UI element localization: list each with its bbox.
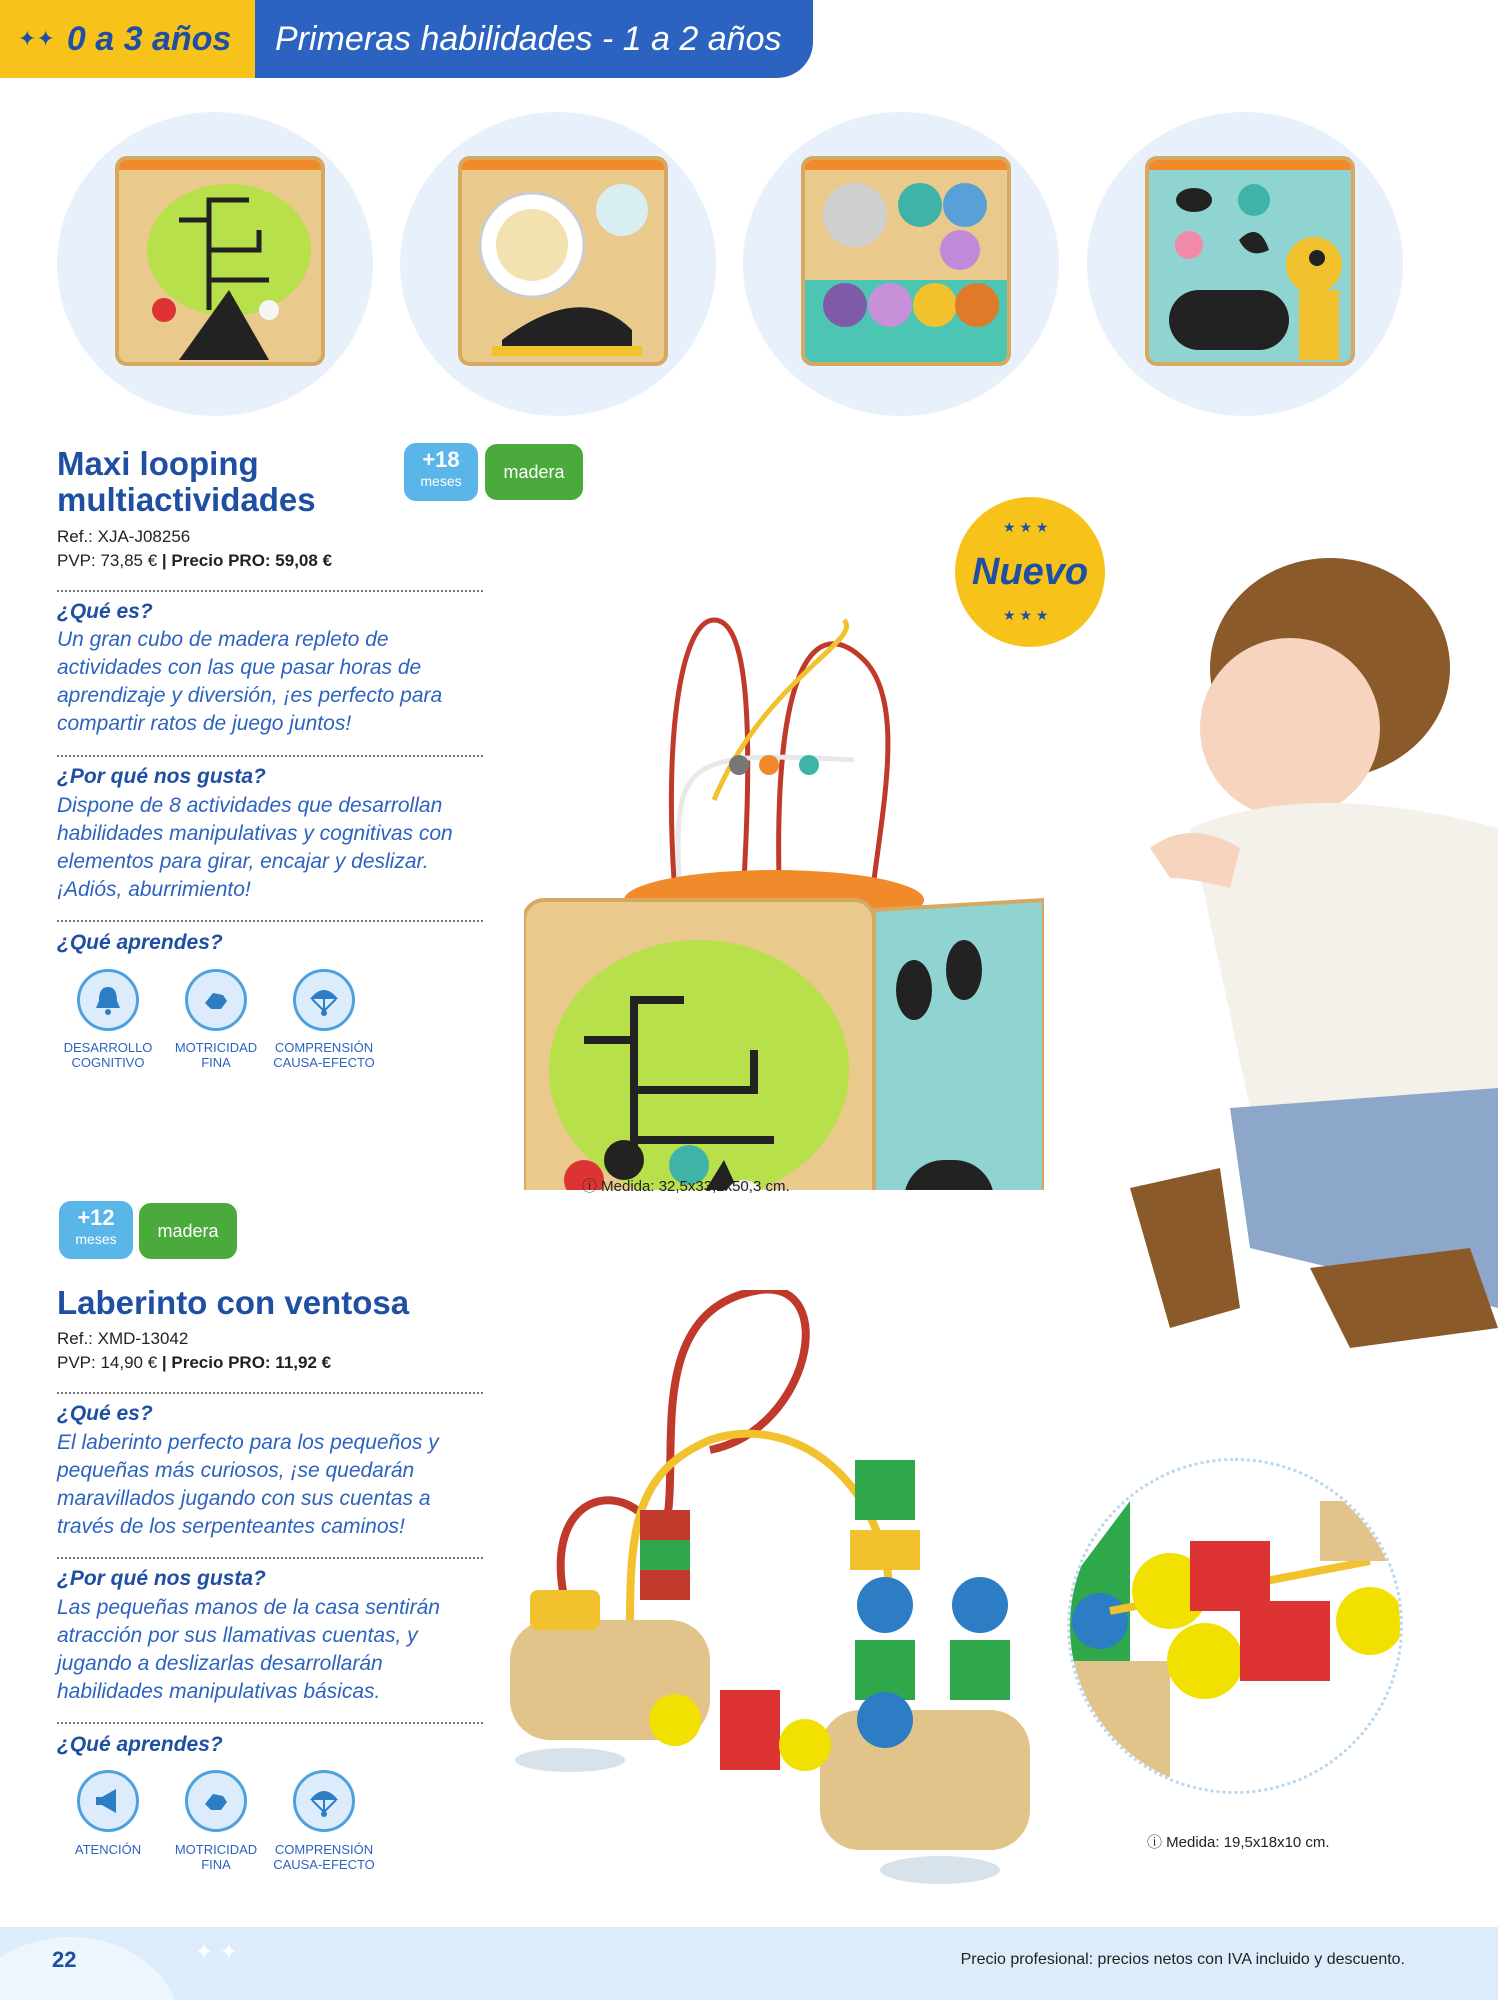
- thumbnail-duck-side: [1087, 112, 1403, 416]
- bead-maze-detail-image: [1067, 1458, 1403, 1794]
- product1-title-line2: multiactividades: [57, 481, 316, 518]
- product1-age-badge: [404, 443, 478, 501]
- product1-measure: ⓘ Medida: 32,5x33,2x50,3 cm.: [582, 1178, 790, 1195]
- child-photo: [1130, 548, 1498, 1348]
- new-badge: ★ ★ ★ Nuevo ★ ★ ★: [955, 497, 1105, 647]
- product1-what-body: Un gran cubo de madera repleto de actividades con las que pasar horas de aprendizaje y diversión, ¡es perfecto para compartir ratos de juego juntos!: [57, 628, 443, 735]
- learn-label: COMPRENSIÓN CAUSA-EFECTO: [273, 1040, 375, 1070]
- product1-why-body: Dispone de 8 actividades que desarrollan habilidades manipulativas y cognitivas con elementos para girar, encajar y deslizar. ¡Adiós, aburrimiento!: [57, 794, 453, 901]
- product1-ref: Ref.: XJA-J08256: [57, 527, 191, 546]
- stars-icon: ✦✦: [18, 26, 55, 51]
- hand-icon: [185, 969, 247, 1031]
- product1-pvp: PVP: 73,85 €: [57, 551, 162, 570]
- info-icon: ⓘ: [582, 1178, 602, 1195]
- parachute-icon: [293, 1770, 355, 1832]
- learn-label: ATENCIÓN: [74, 1842, 142, 1857]
- product1-what-title: ¿Qué es?: [57, 600, 153, 623]
- product2-ref: Ref.: XMD-13042: [57, 1329, 189, 1348]
- product2-why-title: ¿Por qué nos gusta?: [57, 1567, 266, 1590]
- product1-title: [57, 446, 316, 518]
- cube-image: [115, 156, 325, 366]
- cube-image: [1145, 156, 1355, 366]
- hand-icon: [185, 1770, 247, 1832]
- product2-why-body: Las pequeñas manos de la casa sentirán atracción por sus llamativas cuentas, y jugando a deslizarlas desarrollarán habilidades manipulativas básicas.: [57, 1596, 440, 1703]
- globe-decoration: [0, 1937, 180, 2000]
- product1-price: [57, 551, 332, 571]
- divider: [57, 1392, 483, 1394]
- learn-label: MOTRICIDAD FINA: [174, 1842, 258, 1872]
- product1-learn-title: ¿Qué aprendes?: [57, 931, 223, 954]
- cube-image: [801, 156, 1011, 366]
- age-badge-number: +12: [77, 1205, 115, 1230]
- age-badge-number: +18: [422, 447, 460, 472]
- product1-pro-price: | Precio PRO: 59,08 €: [161, 551, 333, 570]
- product2-learn-title: ¿Qué aprendes?: [57, 1733, 223, 1756]
- page-number: 22: [52, 1947, 77, 1972]
- product2-age-badge: [59, 1201, 133, 1259]
- divider: [57, 1557, 483, 1559]
- age-tab: [0, 0, 255, 78]
- bell-icon: [77, 969, 139, 1031]
- learn-label: DESARROLLO COGNITIVO: [63, 1040, 153, 1070]
- thumbnail-gears-side: [743, 112, 1059, 416]
- divider: [57, 590, 483, 592]
- maxi-looping-cube-image: [524, 430, 1044, 1190]
- product2-pvp: PVP: 14,90 €: [57, 1353, 162, 1372]
- thumbnail-tree-side: [57, 112, 373, 416]
- product2-title: Laberinto con ventosa: [57, 1284, 410, 1321]
- stars-icon: ✦ ✦: [195, 1939, 238, 1964]
- product2-material-badge: madera: [139, 1203, 237, 1259]
- parachute-icon: [293, 969, 355, 1031]
- page-footer: [0, 1927, 1498, 2000]
- divider: [57, 755, 483, 757]
- product2-measure: ⓘ Medida: 19,5x18x10 cm.: [1147, 1834, 1330, 1851]
- section-tab: [255, 0, 813, 78]
- product2-pro-price: | Precio PRO: 11,92 €: [161, 1353, 332, 1372]
- thumbnail-window-side: [400, 112, 716, 416]
- divider: [57, 1722, 483, 1724]
- cube-image: [458, 156, 668, 366]
- product1-why-title: ¿Por qué nos gusta?: [57, 765, 266, 788]
- age-badge-unit: meses: [75, 1231, 117, 1247]
- new-badge-label: Nuevo: [971, 550, 1089, 593]
- divider: [57, 920, 483, 922]
- learn-label: MOTRICIDAD FINA: [174, 1040, 258, 1070]
- learn-label: COMPRENSIÓN CAUSA-EFECTO: [273, 1842, 375, 1872]
- megaphone-icon: [77, 1770, 139, 1832]
- info-icon: ⓘ: [1147, 1834, 1167, 1851]
- product1-material-badge: madera: [485, 444, 583, 500]
- product1-title-line1: Maxi looping: [57, 445, 259, 482]
- product2-what-title: ¿Qué es?: [57, 1402, 153, 1425]
- age-badge-unit: meses: [420, 473, 462, 489]
- age-tab-label: 0 a 3 años: [66, 19, 232, 58]
- product2-what-body: El laberinto perfecto para los pequeños y pequeñas más curiosos, ¡se quedarán maravillados jugando con sus cuentas a través de los serpenteantes caminos!: [57, 1431, 439, 1538]
- product2-price: [57, 1353, 331, 1373]
- footer-note: Precio profesional: precios netos con IVA incluido y descuento.: [960, 1951, 1405, 1968]
- bead-maze-image: [510, 1290, 1030, 1890]
- section-tab-label: Primeras habilidades - 1 a 2 años: [275, 19, 782, 58]
